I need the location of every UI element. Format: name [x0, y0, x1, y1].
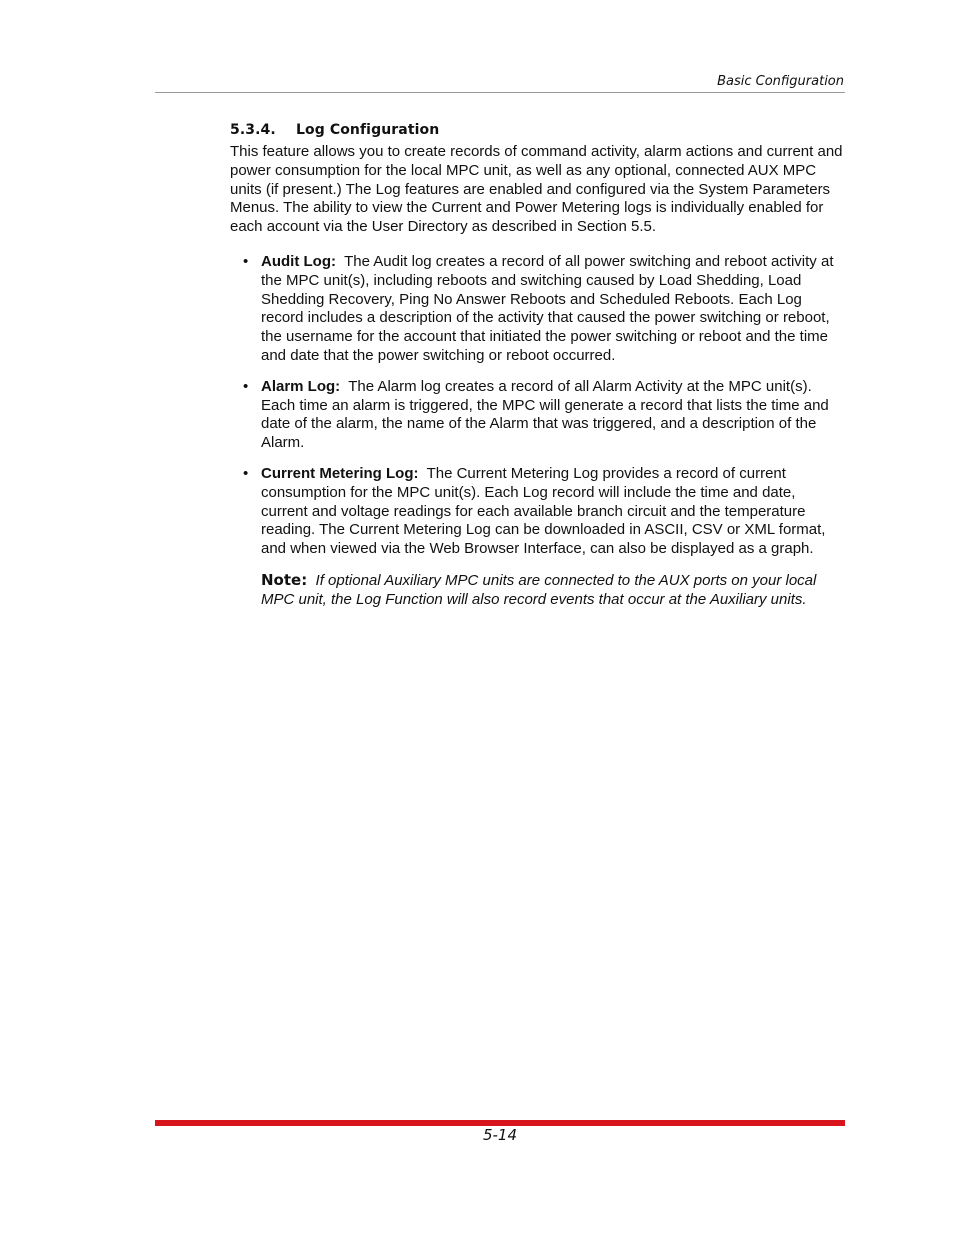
bullet-term: Alarm Log: [261, 377, 341, 395]
list-item-current-metering-log [230, 465, 846, 559]
list-item-alarm-log [230, 378, 846, 453]
note-text: If optional Auxiliary MPC units are connected to the AUX ports on your local MPC unit, the Log Function will also record events that occur at the Auxiliary units. [261, 571, 817, 608]
bullet-term: Audit Log: [261, 252, 336, 270]
bullet-icon: • [243, 377, 249, 395]
intro-paragraph: This feature allows you to create records of command activity, alarm actions and current and power consumption for the local MPC unit, as well as any optional, connected AUX MPC units (if present.) The Log features are enabled and configured via the System Parameters Menus. The ability to view the Current and Power Metering logs is individually enabled for each account via the User Directory as described in Section 5.5. [230, 143, 843, 236]
note-block [230, 571, 821, 610]
section-heading [230, 122, 846, 138]
section-title: Log Configuration [296, 122, 440, 138]
running-header-title: Basic Configuration [717, 74, 844, 89]
bullet-icon: • [243, 252, 249, 270]
bullet-icon: • [243, 464, 249, 482]
main-content [230, 122, 846, 610]
list-item-audit-log [230, 253, 846, 366]
page-number: 5-14 [482, 1126, 518, 1144]
log-type-list [230, 253, 846, 559]
note-label: Note: [261, 570, 308, 589]
bullet-text: The Audit log creates a record of all power switching and reboot activity at the MPC unit(s), including reboots and switching caused by Load Shedding, Load Shedding Recovery, Ping No Answer Reboots and Scheduled Reboots. Each Log record includes a description of the activity that caused the power switching or reboot, the username for the account that initiated the power switching or reboot and the time and date that the power switching or reboot occurred. [261, 252, 834, 364]
header-divider [155, 92, 845, 93]
section-number: 5.3.4. [230, 122, 276, 138]
bullet-term: Current Metering Log: [261, 464, 419, 482]
bullet-text: The Alarm log creates a record of all Alarm Activity at the MPC unit(s). Each time an alarm is triggered, the MPC will generate a record that lists the time and date of the alarm, the name of the Alarm that was triggered, and a description of the Alarm. [261, 377, 829, 452]
bullet-text: The Current Metering Log provides a record of current consumption for the MPC unit(s). Each Log record will include the time and date, current and voltage readings for each available branch circuit and the temperature reading. The Current Metering Log can be downloaded in ASCII, CSV or XML format, and when viewed via the Web Browser Interface, can also be displayed as a graph. [261, 464, 826, 558]
